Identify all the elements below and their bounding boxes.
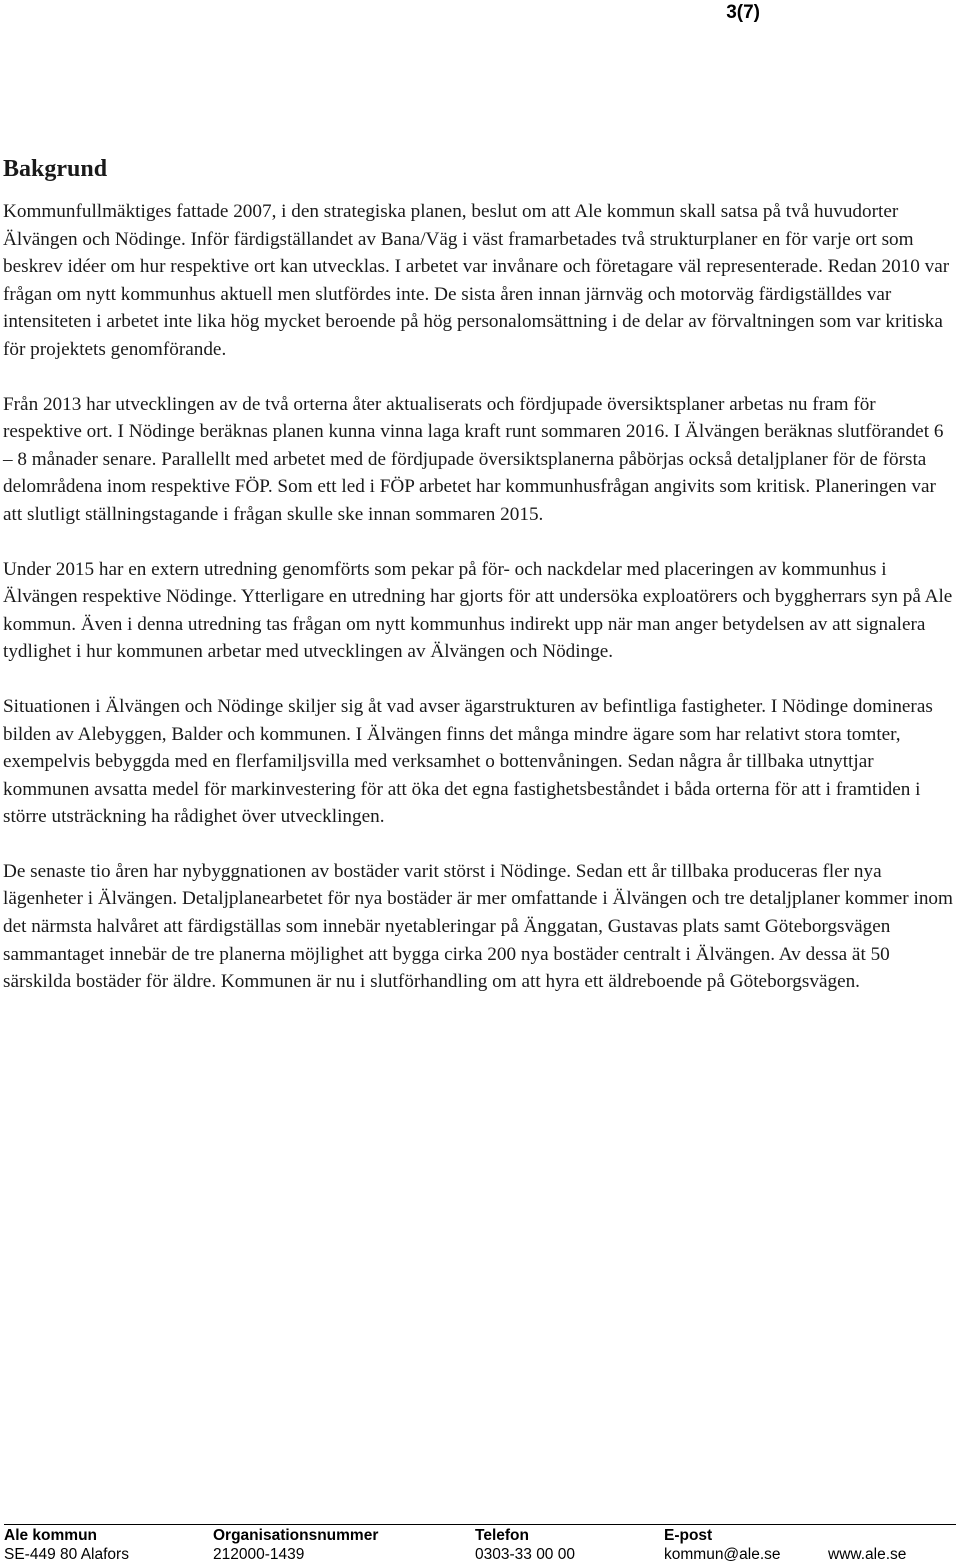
footer-label-phone: Telefon xyxy=(475,1527,529,1544)
footer-address: SE-449 80 Alafors xyxy=(4,1546,129,1563)
footer-divider xyxy=(4,1524,956,1525)
page-number: 3(7) xyxy=(726,2,760,23)
footer-label-organization: Ale kommun xyxy=(4,1527,98,1544)
footer-org-number: 212000-1439 xyxy=(213,1546,305,1563)
paragraph-3: Under 2015 har en extern utredning genomförts som pekar på för- och nackdelar med placeringen av kommunhus i Älvängen respektive Nödinge. Ytterligare en utredning har gjorts för att undersöka exploatörers och byggherrars syn på Ale kommun. Även i denna utredning tas frågan om nytt kommunhus indirekt upp när man anger betydelsen av att signalera tydlighet i hur kommunen arbetar med utvecklingen av Älvängen och Nödinge. xyxy=(3,558,953,663)
paragraph-1: Kommunfullmäktiges fattade 2007, i den strategiska planen, beslut om att Ale kommun skall satsa på två huvudorter Älvängen och Nödinge. Inför färdigställandet av Bana/Väg i väst framarbetades två strukturplaner en för varje ort som beskrev idéer om hur respektive ort kan utvecklas. I arbetet var invånare och företagare väl representerade. Redan 2010 var frågan om nytt kommunhus aktuell men slutfördes inte. De sista åren innan järnväg och motorväg färdigställdes var intensiteten i arbetet inte lika hög mycket beroende på hög personalomsättning i de delar av förvaltningen som var kritiska för projektets genomförande. xyxy=(3,201,950,360)
paragraph-4: Situationen i Älvängen och Nödinge skiljer sig åt vad avser ägarstrukturen av befintliga fastigheter. I Nödinge domineras bilden av Alebyggen, Balder och kommunen. I Älvängen finns det många mindre ägare som har relativt stora tomter, exempelvis bebyggda med en flerfamiljsvilla med verksamhet o bottenvåningen. Sedan några år tillbaka utnyttjar kommunen avsatta medel för markinvestering för att öka det egna fastighetsbeståndet i båda orterna för att i framtiden i större utsträckning ha rådighet över utvecklingen. xyxy=(3,695,933,828)
footer-website: www.ale.se xyxy=(828,1546,907,1563)
footer-label-email: E-post xyxy=(664,1527,713,1544)
page-footer xyxy=(4,1524,956,1564)
footer-label-org-number: Organisationsnummer xyxy=(213,1527,379,1544)
footer-phone: 0303-33 00 00 xyxy=(475,1546,575,1563)
footer-labels-row xyxy=(4,1526,956,1545)
paragraph-2: Från 2013 har utvecklingen av de två orterna åter aktualiserats och fördjupade översiktsplaner arbetas nu fram för respektive ort. I Nödinge beräknas planen kunna vinna laga kraft runt sommaren 2016. I Älvängen beräknas slutförandet 6 – 8 månader senare. Parallellt med arbetet med de fördjupade översiktsplanerna påbörjas också detaljplaner för de första delområdena inom respektive FÖP. Som ett led i FÖP arbetet har kommunhusfrågan angivits som kritisk. Planeringen var att slutligt ställningstagande i frågan skulle ske innan sommaren 2015. xyxy=(3,393,944,525)
footer-email: kommun@ale.se xyxy=(664,1546,781,1563)
document-body xyxy=(3,153,953,1023)
footer-values-row xyxy=(4,1545,956,1564)
paragraph-5: De senaste tio åren har nybyggnationen av bostäder varit störst i Nödinge. Sedan ett år tillbaka produceras fler nya lägenheter i Älvängen. Detaljplanearbetet för nya bostäder är mer omfattande i Älvängen och tre detaljplaner kommer inom det närmsta halvåret att färdigställas som innebär nyetableringar på Änggatan, Gustavas plats samt Göteborgsvägen sammantaget innebär de tre planerna möjlighet att bygga cirka 200 nya bostäder centralt i Älvängen. Av dessa ät 50 särskilda bostäder för äldre. Kommunen är nu i slutförhandling om att hyra ett äldreboende på Göteborgsvägen. xyxy=(3,860,953,993)
section-heading: Bakgrund xyxy=(3,156,108,182)
footer-label-web xyxy=(828,1526,948,1545)
